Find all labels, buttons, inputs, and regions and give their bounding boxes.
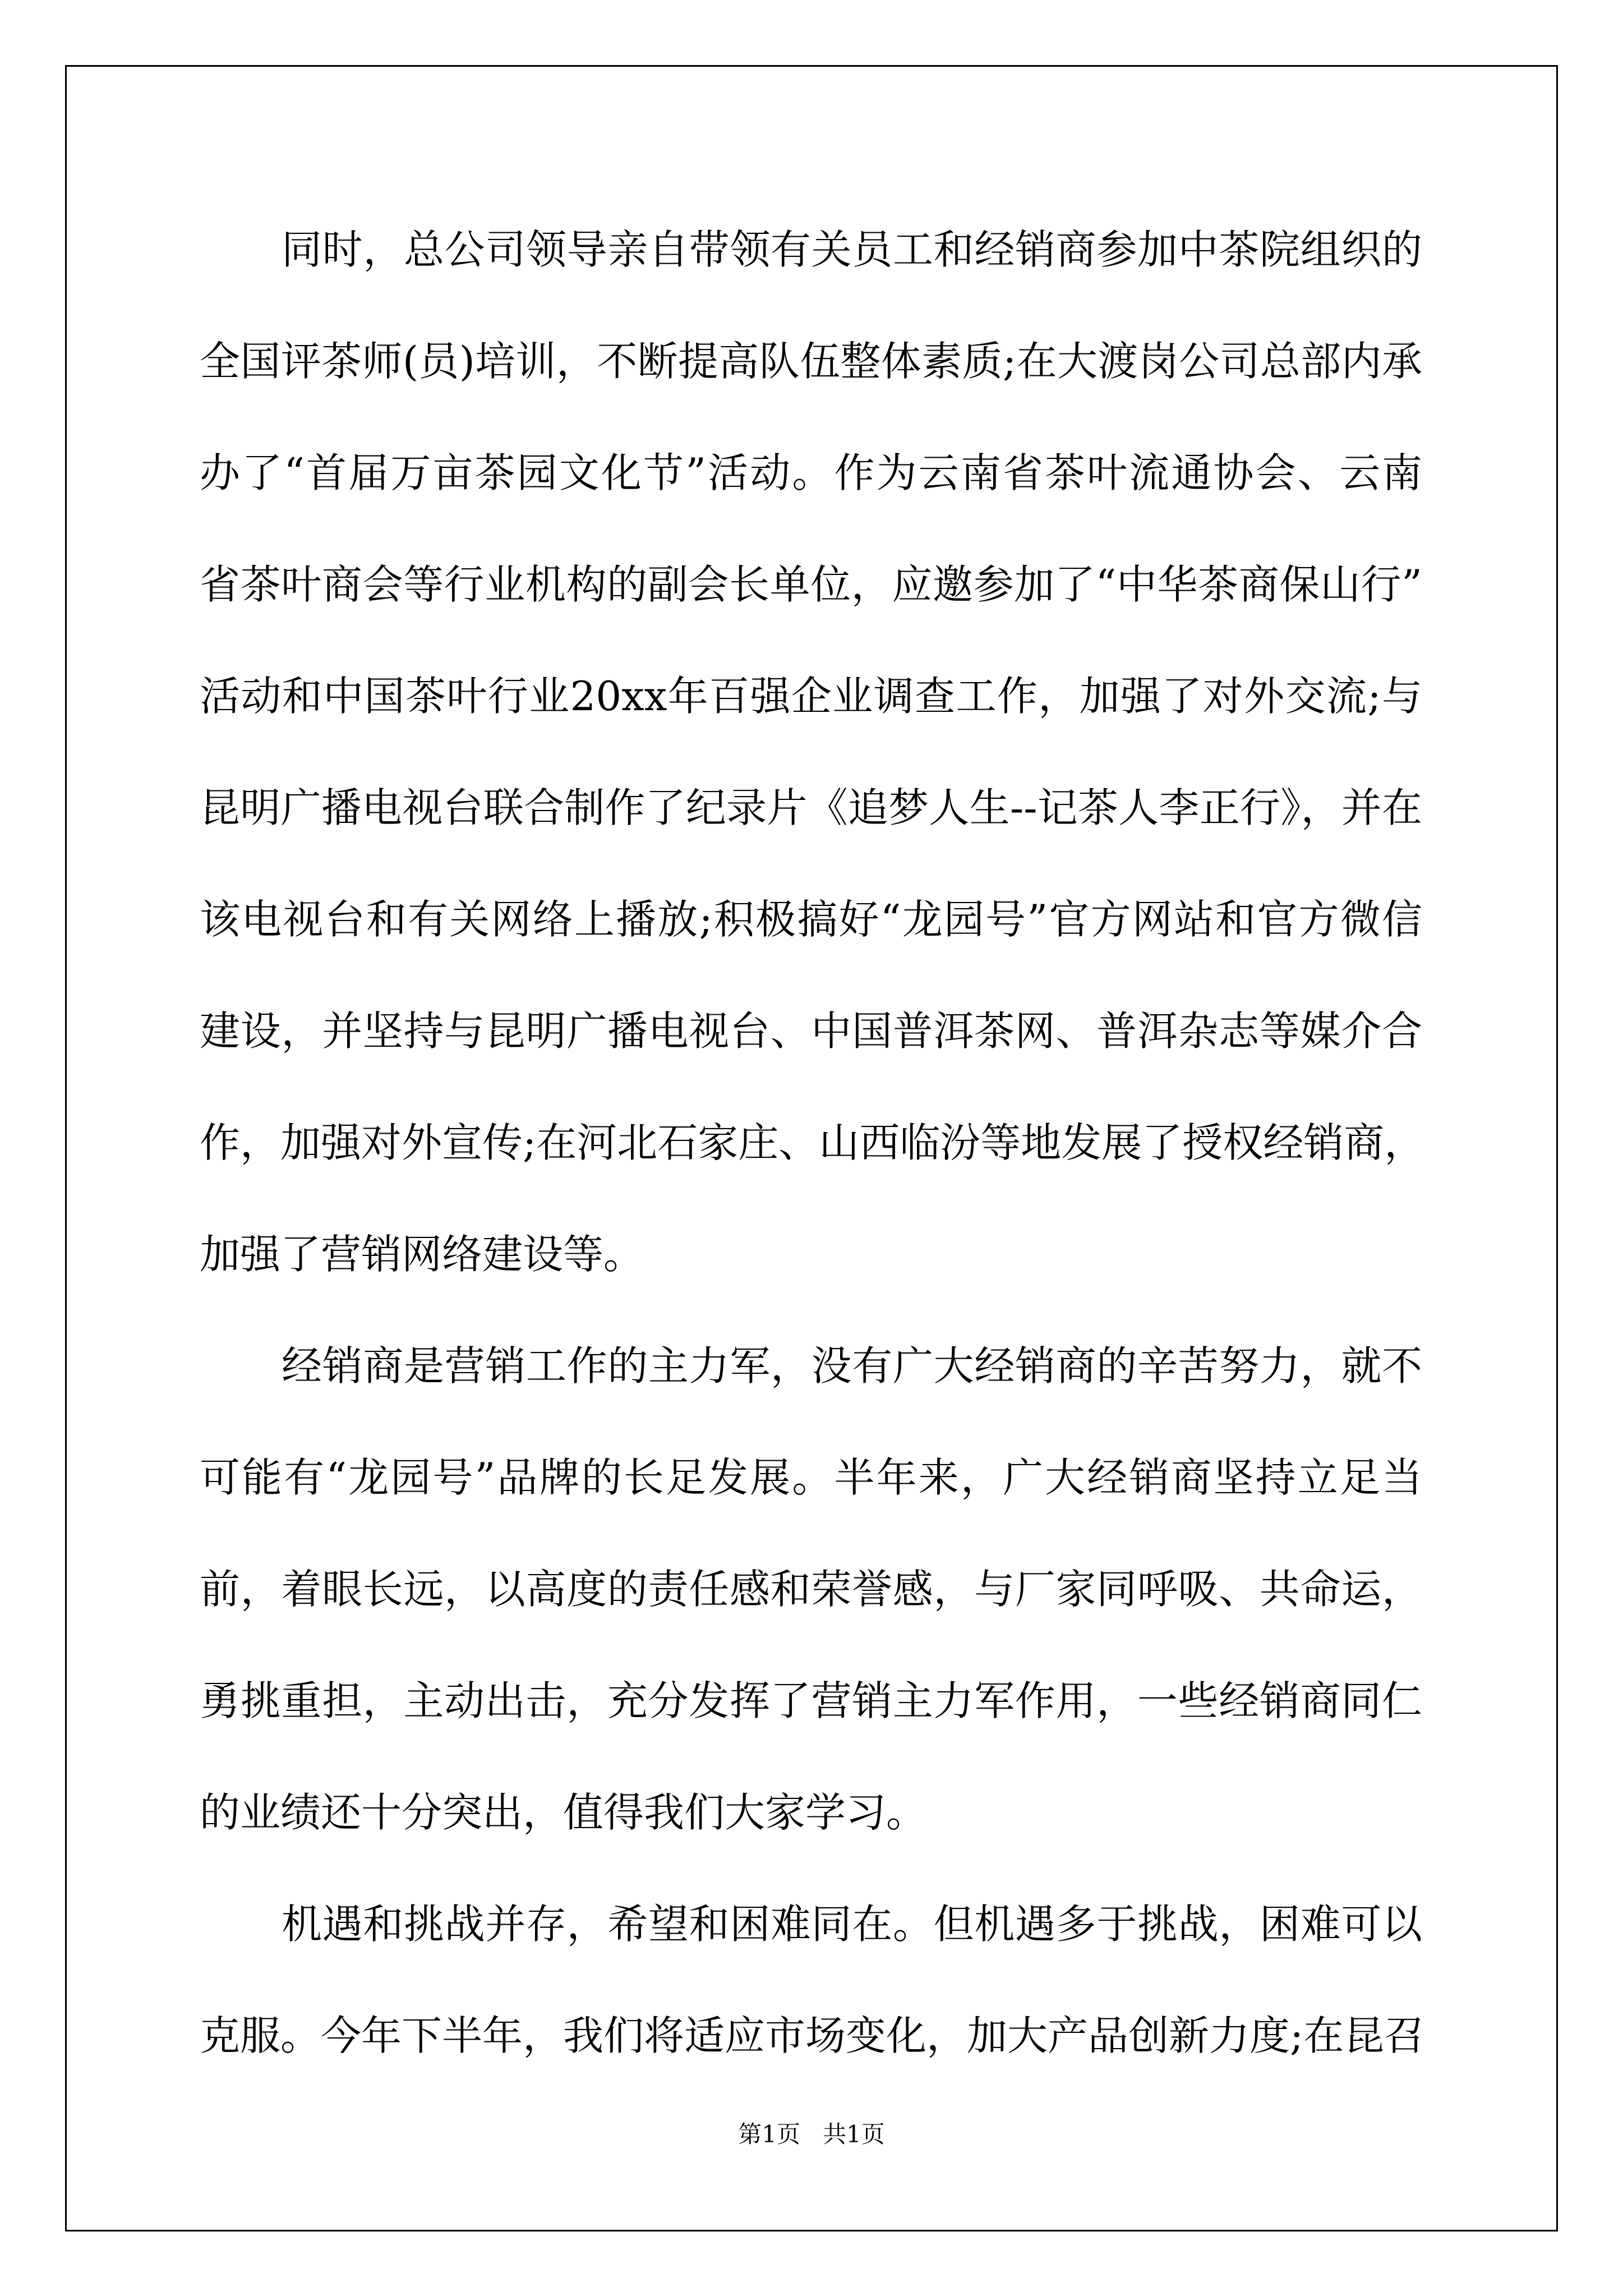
paragraph-1-line-8: 建设，并坚持与昆明广播电视台、中国普洱茶网、普洱杂志等媒介合 xyxy=(200,1007,1422,1055)
paragraph-1-line-1: 同时，总公司领导亲自带领有关员工和经销商参加中茶院组织的 xyxy=(282,226,1422,273)
paragraph-2-line-1: 经销商是营销工作的主力军，没有广大经销商的辛苦努力，就不 xyxy=(282,1342,1422,1389)
paragraph-1-line-10: 加强了营销网络建设等。 xyxy=(200,1231,644,1278)
paragraph-1-line-3: 办了“首届万亩茶园文化节”活动。作为云南省茶叶流通协会、云南 xyxy=(200,449,1422,496)
paragraph-1-line-4: 省茶叶商会等行业机构的副会长单位，应邀参加了“中华茶商保山行” xyxy=(200,561,1422,608)
paragraph-1-line-7: 该电视台和有关网络上播放;积极搞好“龙园号”官方网站和官方微信 xyxy=(200,896,1422,943)
paragraph-2-line-5: 的业绩还十分突出，值得我们大家学习。 xyxy=(200,1789,927,1836)
paragraph-2-line-2: 可能有“龙园号”品牌的长足发展。半年来，广大经销商坚持立足当 xyxy=(200,1454,1422,1501)
paragraph-2-line-3: 前，着眼长远，以高度的责任感和荣誉感，与厂家同呼吸、共命运， xyxy=(200,1566,1422,1613)
paragraph-2-line-4: 勇挑重担，主动出击，充分发挥了营销主力军作用，一些经销商同仁 xyxy=(200,1677,1422,1724)
paragraph-1-line-2: 全国评茶师(员)培训，不断提高队伍整体素质;在大渡岗公司总部内承 xyxy=(200,338,1422,385)
paragraph-1-line-6: 昆明广播电视台联合制作了纪录片《追梦人生--记茶人李正行》，并在 xyxy=(200,784,1422,831)
paragraph-3-line-2: 克服。今年下半年，我们将适应市场变化，加大产品创新力度;在昆召 xyxy=(200,2012,1425,2059)
paragraph-1-line-9: 作，加强对外宣传;在河北石家庄、山西临汾等地发展了授权经销商， xyxy=(200,1119,1425,1166)
page-number-footer: 第1页 共1页 xyxy=(738,2120,885,2148)
paragraph-3-line-1: 机遇和挑战并存，希望和困难同在。但机遇多于挑战，困难可以 xyxy=(282,1901,1422,1948)
paragraph-1-line-5: 活动和中国茶叶行业20xx年百强企业调查工作，加强了对外交流;与 xyxy=(200,673,1422,720)
